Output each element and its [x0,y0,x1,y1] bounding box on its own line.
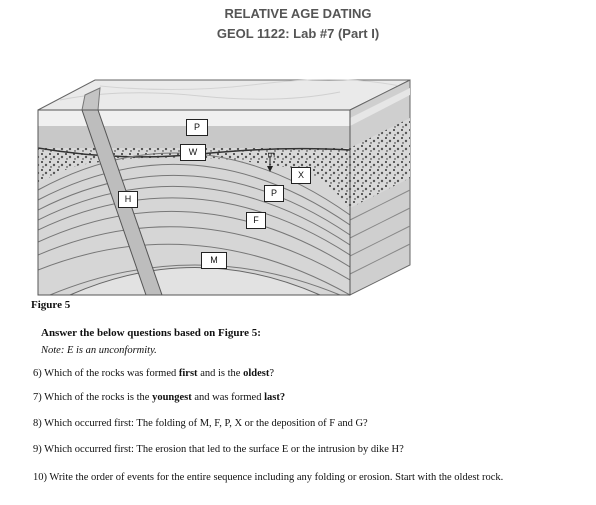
question-7: 7) Which of the rocks is the youngest and was formed last? [33,392,286,403]
label-p-top: P [186,119,208,136]
question-8: 8) Which occurred first: The folding of M, F, P, X or the deposition of F and G? [33,418,368,429]
note: Note: E is an unconformity. [41,345,157,356]
label-x: X [291,167,311,184]
label-f: F [246,212,266,229]
question-10: 10) Write the order of events for the entire sequence including any folding or erosion. Start with the oldest rock. [33,472,504,483]
instructions: Answer the below questions based on Figure 5: [41,327,261,339]
question-6: 6) Which of the rocks was formed first and is the oldest? [33,368,274,379]
page-subtitle: GEOL 1122: Lab #7 (Part I) [216,26,380,41]
label-m: M [201,252,227,269]
label-e: E [266,152,276,159]
question-9: 9) Which occurred first: The erosion that led to the surface E or the intrusion by dike H? [33,444,404,455]
label-w: W [180,144,206,161]
figure-caption: Figure 5 [31,299,71,311]
page-title: RELATIVE AGE DATING [224,6,372,21]
label-h: H [118,191,138,208]
label-p-mid: P [264,185,284,202]
